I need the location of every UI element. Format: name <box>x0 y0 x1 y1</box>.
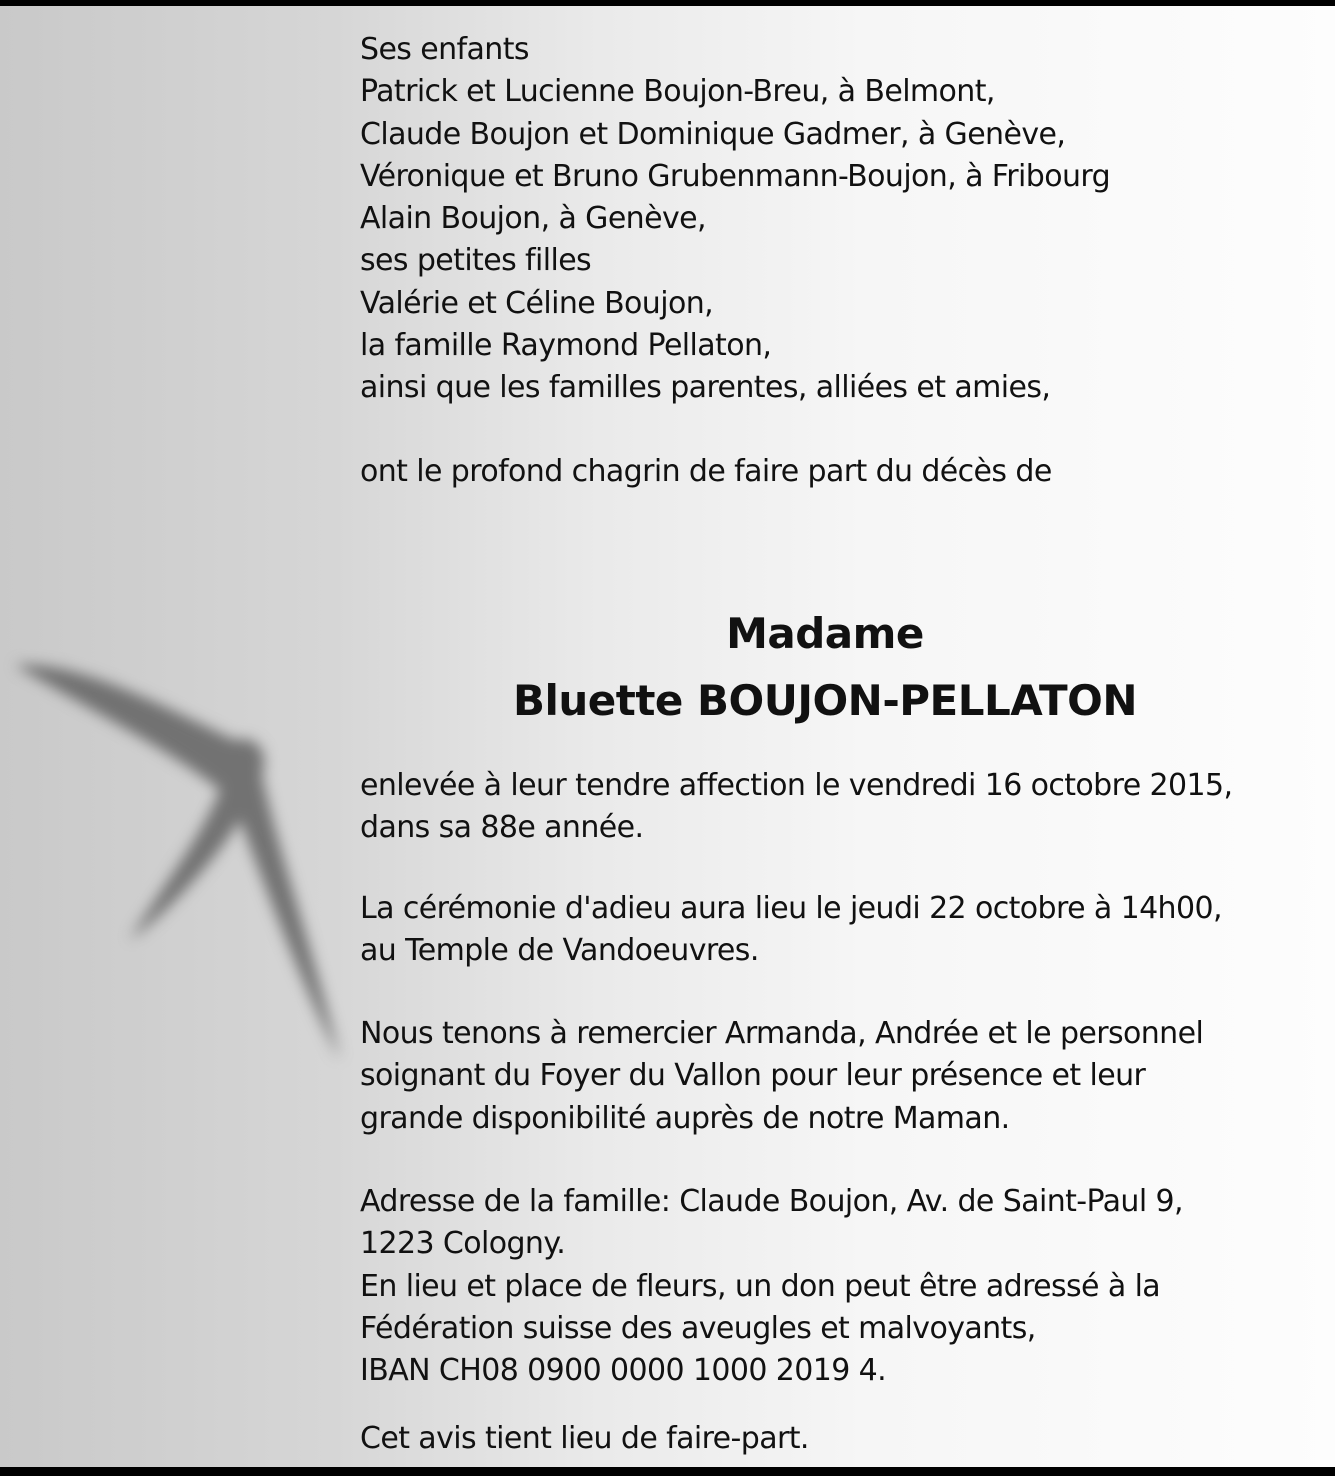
family-line: ainsi que les familles parentes, alliées et amies, <box>360 370 1051 406</box>
family-line: Patrick et Lucienne Boujon-Breu, à Belmont, <box>360 74 995 110</box>
thanks-line: grande disponibilité auprès de notre Maman. <box>360 1100 1010 1136</box>
address-line: IBAN CH08 0900 0000 1000 2019 4. <box>360 1353 887 1389</box>
death-info <box>360 765 1232 850</box>
death-line: enlevée à leur tendre affection le vendredi 16 octobre 2015, <box>360 768 1233 803</box>
thanks-line: soignant du Foyer du Vallon pour leur présence et leur <box>360 1058 1146 1094</box>
deceased-title: Madame <box>726 609 924 658</box>
address-line: 1223 Cologny. <box>360 1226 566 1262</box>
closing: Cet avis tient lieu de faire-part. <box>360 1421 809 1456</box>
address <box>360 1181 1183 1392</box>
family-line: Ses enfants <box>360 32 529 67</box>
ceremony-info <box>360 888 1222 973</box>
thanks <box>360 1013 1203 1140</box>
announcement: ont le profond chagrin de faire part du décès de <box>360 454 1052 489</box>
family-line: la famille Raymond Pellaton, <box>360 328 772 364</box>
bird-image <box>0 640 360 1080</box>
family-list <box>360 29 1110 410</box>
death-line: dans sa 88e année. <box>360 810 644 846</box>
deceased-name: Bluette BOUJON-PELLATON <box>512 676 1138 725</box>
family-line: ses petites filles <box>360 243 592 279</box>
address-line: Fédération suisse des aveugles et malvoyants, <box>360 1310 1036 1346</box>
top-border <box>0 0 1335 6</box>
family-line: Véronique et Bruno Grubenmann-Boujon, à Fribourg <box>360 158 1111 194</box>
family-line: Claude Boujon et Dominique Gadmer, à Genève, <box>360 116 1066 152</box>
address-line: Adresse de la famille: Claude Boujon, Av. de Saint-Paul 9, <box>360 1184 1183 1219</box>
family-line: Alain Boujon, à Genève, <box>360 201 706 237</box>
address-line: En lieu et place de fleurs, un don peut être adressé à la <box>360 1268 1161 1304</box>
ceremony-line: au Temple de Vandoeuvres. <box>360 933 759 969</box>
family-line: Valérie et Céline Boujon, <box>360 285 714 321</box>
thanks-line: Nous tenons à remercier Armanda, Andrée et le personnel <box>360 1016 1204 1051</box>
bottom-border <box>0 1467 1335 1476</box>
ceremony-line: La cérémonie d'adieu aura lieu le jeudi 22 octobre à 14h00, <box>360 891 1222 926</box>
